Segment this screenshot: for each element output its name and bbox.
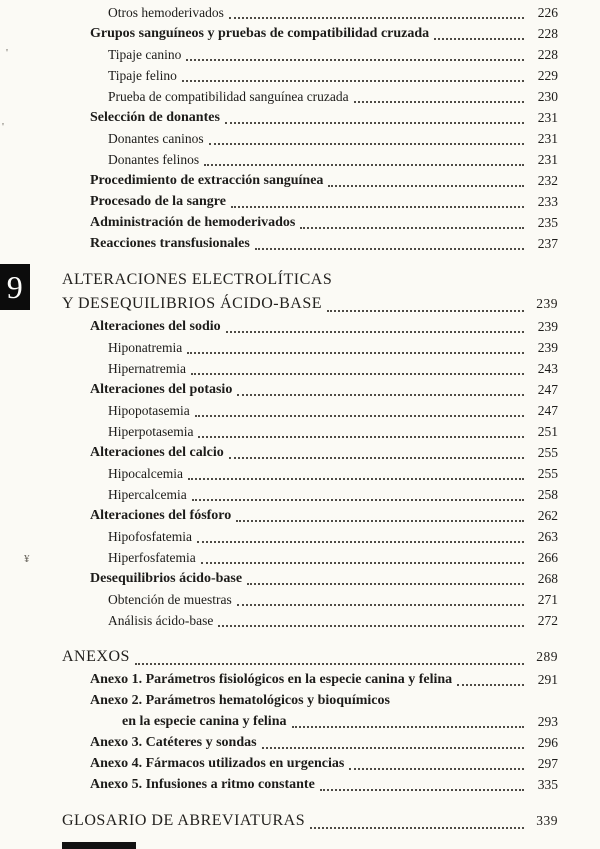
toc-leader-dots [310,827,524,829]
toc-page-number: 268 [537,571,558,586]
toc-entry-label: Otros hemoderivados [108,5,224,20]
toc-row [62,128,558,149]
toc-leader-dots [354,101,524,103]
toc-entry-label: Procesado de la sangre [90,194,226,209]
toc-leader-dots [229,17,524,19]
toc-row [62,547,558,568]
toc-leader-dots [320,789,524,791]
toc-entry-label: GLOSARIO DE ABREVIATURAS [62,812,306,829]
scan-artifact: ¥ [24,553,30,565]
toc-leader-dots [229,457,524,459]
toc-page-number: 335 [537,777,558,792]
toc-leader-dots [349,768,524,770]
toc-page-number: 231 [537,131,558,146]
page-bottom-mark [62,842,136,849]
toc-entry-label: Hipopotasemia [108,403,190,418]
toc-page-number: 255 [537,445,558,460]
toc-leader-dots [237,604,524,606]
toc-page-number: 263 [537,529,558,544]
toc-page-number: 272 [537,613,558,628]
toc-row [62,212,558,233]
toc-leader-dots [197,541,524,543]
toc-entry-label: Administración de hemoderivados [90,215,296,230]
scan-artifact: ' [6,47,8,59]
toc-leader-dots [457,684,524,686]
toc-page-number: 266 [537,550,558,565]
toc-leader-dots [300,227,524,229]
toc-row [62,732,558,753]
toc-row [62,400,558,421]
toc-entry-label: ALTERACIONES ELECTROLÍTICAS [62,271,333,288]
toc-row [62,421,558,442]
toc-entry-label: Obtención de muestras [108,592,232,607]
toc-entry-label: Y DESEQUILIBRIOS ÁCIDO-BASE [62,295,323,312]
toc-row [62,568,558,589]
toc-leader-dots [188,478,524,480]
toc-page-number: 251 [537,424,558,439]
toc-page-number: 243 [537,361,558,376]
toc-page-number: 229 [537,68,558,83]
toc-page-number: 230 [537,89,558,104]
toc-row [62,44,558,65]
toc-leader-dots [186,59,524,61]
toc-entry-label: Hipocalcemia [108,466,183,481]
toc-entry-label: Alteraciones del fósforo [90,508,232,523]
toc-entry-label: Procedimiento de extracción sanguínea [90,173,324,188]
toc-row [62,107,558,128]
toc-page-number: 293 [537,714,558,729]
toc-entry-label: Prueba de compatibilidad sanguínea cruzada [108,89,349,104]
toc-row [62,337,558,358]
toc-leader-dots [135,663,524,665]
toc-entry-label: Hiperfosfatemia [108,550,196,565]
toc-entry-label: Hipernatremia [108,361,186,376]
toc-leader-dots [434,38,524,40]
toc-entry-label: Anexo 2. Parámetros hematológicos y bioquímicos [90,693,390,708]
toc-row [62,484,558,505]
toc-leader-dots [192,499,524,501]
toc-page-number: 271 [537,592,558,607]
toc-page-number: 289 [536,649,558,664]
toc-entry-label: Alteraciones del sodio [90,319,221,334]
toc-page-number: 339 [536,813,558,828]
toc-leader-dots [201,562,524,564]
toc-page-number: 258 [537,487,558,502]
toc-entry-label: Tipaje canino [108,47,182,62]
toc-leader-dots [247,583,524,585]
toc-row [62,809,558,833]
toc-leader-dots [231,206,524,208]
toc-row [62,86,558,107]
toc-page-number: 235 [537,215,558,230]
toc-entry-label: Donantes caninos [108,131,204,146]
toc-row [62,753,558,774]
toc-entry-label: Hipercalcemia [108,487,187,502]
toc-entry-label: Donantes felinos [108,152,200,167]
toc-leader-dots [262,747,524,749]
toc-entry-label: Hiponatremia [108,340,183,355]
toc-page-number: 226 [537,5,558,20]
toc-leader-dots [187,352,524,354]
toc-row [62,690,558,711]
toc-leader-dots [204,164,524,166]
toc-row [62,711,558,732]
toc-row [62,379,558,400]
toc-page-number: 247 [537,403,558,418]
toc-entry-label: Alteraciones del calcio [90,445,224,460]
toc-leader-dots [237,394,524,396]
toc-entry-label: Selección de donantes [90,110,220,125]
toc-page-number: 239 [537,340,558,355]
toc-leader-dots [327,310,524,312]
toc-row [62,505,558,526]
toc-page-number: 262 [537,508,558,523]
toc-row [62,233,558,254]
toc-page-number: 239 [536,296,558,311]
toc-entry-label: Anexo 1. Parámetros fisiológicos en la especie canina y felina [90,672,453,687]
toc-leader-dots [209,143,524,145]
scan-artifact: ' [2,121,4,133]
toc-page-number: 228 [537,26,558,41]
toc-entry-label: ANEXOS [62,648,130,665]
toc-page-number: 228 [537,47,558,62]
toc-leader-dots [182,80,524,82]
toc-entry-label: Análisis ácido-base [108,613,214,628]
toc-row [62,463,558,484]
toc-page-number: 297 [537,756,558,771]
toc-entry-label: Hiperpotasemia [108,424,194,439]
toc-row [62,149,558,170]
toc-leader-dots [198,436,524,438]
toc-leader-dots [191,373,524,375]
toc-leader-dots [218,625,524,627]
toc-leader-dots [195,415,524,417]
toc-leader-dots [292,726,525,728]
toc-leader-dots [236,520,524,522]
toc-row [62,589,558,610]
toc-page-number: 291 [537,672,558,687]
toc-entry-label: en la especie canina y felina [122,714,287,729]
toc-page-number: 239 [537,319,558,334]
toc-list [6,2,558,833]
toc-row [62,316,558,337]
toc-row [62,191,558,212]
toc-row [62,669,558,690]
toc-row [62,292,558,316]
toc-page-number: 232 [537,173,558,188]
toc-leader-dots [225,122,524,124]
toc-entry-label: Tipaje felino [108,68,177,83]
toc-entry-label: Grupos sanguíneos y pruebas de compatibilidad cruzada [90,26,430,41]
chapter-number-box: 9 [0,264,30,310]
toc-row [62,65,558,86]
toc-page-number: 255 [537,466,558,481]
toc-row [62,358,558,379]
toc-entry-label: Anexo 4. Fármacos utilizados en urgencias [90,756,345,771]
toc-leader-dots [328,185,524,187]
toc-row [62,610,558,631]
toc-page-number: 231 [537,110,558,125]
toc-row [62,526,558,547]
toc-row [62,645,558,669]
toc-page-number: 233 [537,194,558,209]
toc-row [62,170,558,191]
toc-entry-label: Desequilibrios ácido-base [90,571,243,586]
toc-entry-label: Reacciones transfusionales [90,236,250,251]
toc-row [62,774,558,795]
toc-page-number: 237 [537,236,558,251]
toc-page-number: 296 [537,735,558,750]
toc-leader-dots [226,331,524,333]
toc-row [62,442,558,463]
toc-row [62,2,558,23]
toc-entry-label: Anexo 3. Catéteres y sondas [90,735,257,750]
toc-row [62,23,558,44]
toc-page-number: 231 [537,152,558,167]
toc-page-number: 247 [537,382,558,397]
toc-entry-label: Alteraciones del potasio [90,382,233,397]
toc-entry-label: Anexo 5. Infusiones a ritmo constante [90,777,315,792]
toc-leader-dots [255,248,524,250]
toc-entry-label: Hipofosfatemia [108,529,192,544]
